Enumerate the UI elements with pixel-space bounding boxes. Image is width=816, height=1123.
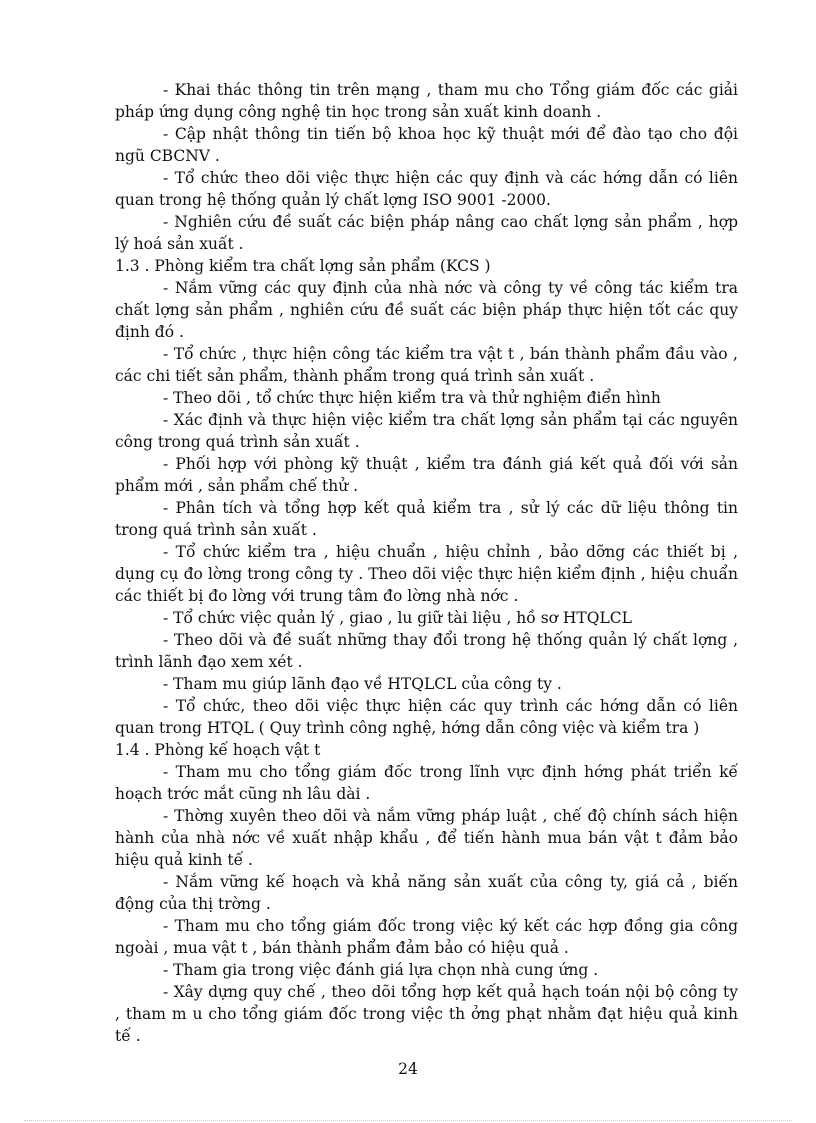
paragraph-kcs-advise: - Tham mu giúp lãnh đạo về HTQLCL của công ty . <box>163 675 562 693</box>
paragraph-kcs-process-check: - Xác định và thực hiện việc kiểm tra chất lợng sản phẩm tại các nguyên công trong quá trình sản xuất . <box>115 411 738 451</box>
paragraph-kcs-regulations: - Nắm vững các quy định của nhà nớc và công ty về công tác kiểm tra chất lợng sản phẩm , nghiên cứu đề suất các biện pháp thực hiện tốt các quy định đó . <box>115 279 738 341</box>
paragraph-training-update: - Cập nhật thông tin tiến bộ khoa học kỹ thuật mới để đào tạo cho đội ngũ CBCNV . <box>115 125 738 165</box>
page-number: 24 <box>398 1060 418 1078</box>
paragraph-kcs-testing: - Theo dõi , tổ chức thực hiện kiểm tra và thử nghiệm điển hình <box>163 389 661 407</box>
paragraph-iso-monitoring: - Tổ chức theo dõi việc thực hiện các quy định và các hớng dẫn có liên quan trong hệ thống quản lý chất lợng ISO 9001 -2000. <box>115 169 738 209</box>
paragraph-kcs-procedures: - Tổ chức, theo dõi việc thực hiện các quy trình các hớng dẫn có liên quan trong HTQL ( Quy trình công nghệ, hớng dẫn công việc và kiểm tra ) <box>115 697 738 737</box>
paragraph-planning-accounting: - Xây dựng quy chế , theo dõi tổng hợp kết quả hạch toán nội bộ công ty , tham m u cho tổng giám đốc trong việc th ởng phạt nhằm đạt hiệu quả kinh tế . <box>115 983 738 1045</box>
paragraph-quality-measures: - Nghiên cứu đề suất các biện pháp nâng cao chất lợng sản phẩm , hợp lý hoá sản xuất . <box>115 213 738 253</box>
paragraph-kcs-calibration: - Tổ chức kiểm tra , hiệu chuẩn , hiệu chỉnh , bảo dỡng các thiết bị , dụng cụ đo lờng trong công ty . Theo dõi việc thực hiện kiểm định , hiệu chuẩn các thiết bị đo lờng với trung tâm đo lờng nhà nớc . <box>115 543 738 605</box>
paragraph-planning-capacity: - Nắm vững kế hoạch và khả năng sản xuất của công ty, giá cả , biến động của thị trờng . <box>115 873 738 913</box>
paragraph-kcs-new-products: - Phối hợp với phòng kỹ thuật , kiểm tra đánh giá kết quả đối với sản phẩm mới , sản phẩm chế thử . <box>115 455 738 495</box>
paragraph-planning-advise: - Tham mu cho tổng giám đốc trong lĩnh vực định hớng phát triển kế hoạch trớc mắt cũng nh lâu dài . <box>115 763 738 803</box>
paragraph-kcs-records: - Tổ chức việc quản lý , giao , lu giữ tài liệu , hồ sơ HTQLCL <box>163 609 632 627</box>
page-body <box>115 79 738 1047</box>
page-bottom-divider <box>24 1120 792 1121</box>
paragraph-kcs-system-changes: - Theo dõi và đề suất những thay đổi trong hệ thống quản lý chất lợng , trình lãnh đạo xem xét . <box>115 631 738 671</box>
paragraph-it-solutions: - Khai thác thông tin trên mạng , tham mu cho Tổng giám đốc các giải pháp ứng dụng công nghệ tin học trong sản xuất kinh doanh . <box>115 81 738 121</box>
paragraph-planning-law: - Thờng xuyên theo dõi và nắm vững pháp luật , chế độ chính sách hiện hành của nhà nớc về xuất nhập khẩu , để tiến hành mua bán vật t đảm bảo hiệu quả kinh tế . <box>115 807 738 869</box>
paragraph-kcs-material-inspection: - Tổ chức , thực hiện công tác kiểm tra vật t , bán thành phẩm đầu vào , các chi tiết sản phẩm, thành phẩm trong quá trình sản xuất . <box>115 345 738 385</box>
section-heading-planning: 1.4 . Phòng kế hoạch vật t <box>115 741 321 759</box>
paragraph-planning-contracts: - Tham mu cho tổng giám đốc trong việc ký kết các hợp đồng gia công ngoài , mua vật t , bán thành phẩm đảm bảo có hiệu quả . <box>115 917 738 957</box>
paragraph-kcs-data-analysis: - Phân tích và tổng hợp kết quả kiểm tra , sử lý các dữ liệu thông tin trong quá trình sản xuất . <box>115 499 738 539</box>
section-heading-kcs: 1.3 . Phòng kiểm tra chất lợng sản phẩm (KCS ) <box>115 257 491 275</box>
paragraph-planning-suppliers: - Tham gia trong việc đánh giá lựa chọn nhà cung ứng . <box>163 961 599 979</box>
